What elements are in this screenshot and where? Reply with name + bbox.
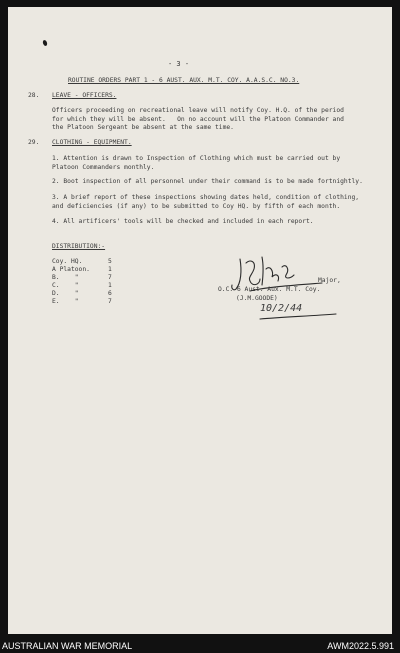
distribution-unit: C. " — [52, 282, 79, 289]
footer — [0, 641, 400, 653]
distribution-qty: 7 — [108, 274, 112, 281]
distribution-unit: B. " — [52, 274, 79, 281]
section-paragraph: 1. Attention is drawn to Inspection of Clothing which must be carried out by Platoon Commanders monthly. — [52, 155, 341, 171]
distribution-qty: 7 — [108, 298, 112, 305]
distribution-qty: 6 — [108, 290, 112, 297]
section-heading: CLOTHING - EQUIPMENT. — [52, 139, 132, 146]
section-number: 29. — [28, 139, 40, 146]
distribution-title: DISTRIBUTION:- — [52, 243, 106, 250]
distribution-unit: A Platoon. — [52, 266, 90, 273]
section-number: 28. — [28, 92, 40, 99]
section-paragraph: 3. A brief report of these inspections showing dates held, condition of clothing, and deficiencies (if any) to be submitted to Coy HQ. by fifth of each month. — [52, 194, 360, 210]
signatory-unit: O.C. 6 Aust. Aux. M.T. Coy. — [218, 286, 321, 293]
orders-header: ROUTINE ORDERS PART 1 - 6 AUST. AUX. M.T. COY. A.A.S.C. NO.3. — [68, 77, 300, 84]
catalogue-number: AWM2022.5.991 — [327, 641, 394, 651]
archive-credit: AUSTRALIAN WAR MEMORIAL — [2, 641, 133, 651]
distribution-unit: E. " — [52, 298, 79, 305]
section-paragraph: 4. All artificers' tools will be checked and included in each report. — [52, 218, 314, 225]
distribution-qty: 1 — [108, 266, 112, 273]
signatory-name: (J.M.GOODE) — [236, 295, 278, 302]
signatory-rank: Major, — [318, 277, 341, 284]
signature-date: 10/2/44 — [260, 303, 303, 314]
punch-hole — [42, 39, 48, 46]
distribution-unit: Coy. HQ. — [52, 258, 83, 265]
signature-block — [218, 277, 341, 329]
section-paragraph: 2. Boot inspection of all personnel under their command is to be made fortnightly. — [52, 178, 363, 185]
distribution-qty: 5 — [108, 258, 112, 265]
signature-underline — [258, 313, 338, 321]
section-heading: LEAVE - OFFICERS. — [52, 92, 117, 99]
section-paragraph: Officers proceeding on recreational leave will notify Coy. H.Q. of the period for which they will be absent. On no account will the Platoon Commander and the Platoon Sergeant be absent at the same time. — [52, 107, 344, 132]
page-number: - 3 - — [168, 60, 190, 68]
document-page — [8, 7, 392, 634]
distribution-qty: 1 — [108, 282, 112, 289]
distribution-unit: D. " — [52, 290, 79, 297]
